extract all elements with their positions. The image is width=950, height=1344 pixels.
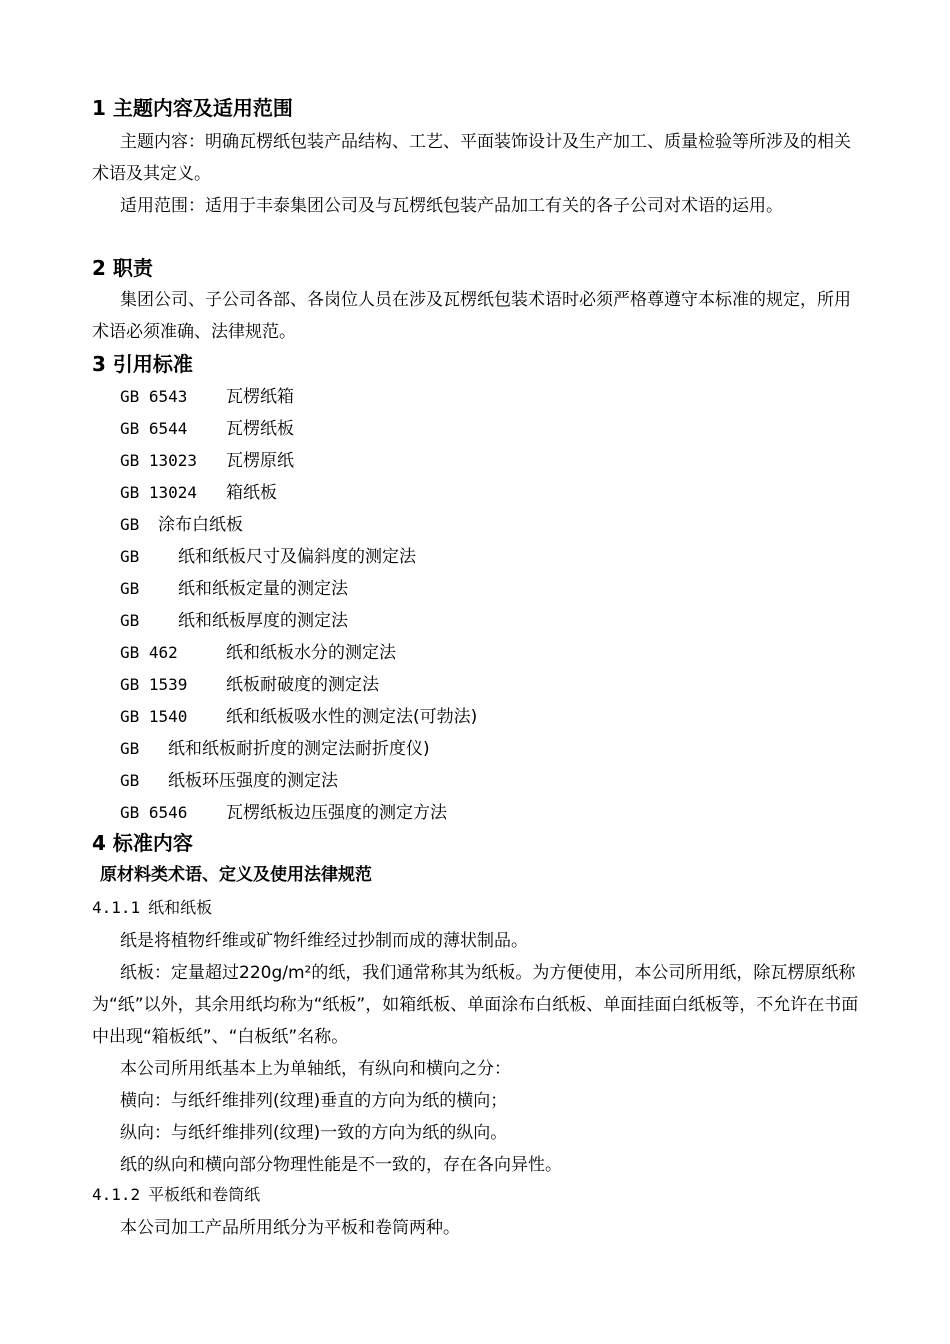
reference-title: 箱纸板 <box>226 483 277 503</box>
reference-code: GB 6546 <box>120 803 188 822</box>
reference-title: 瓦楞纸板 <box>226 419 294 439</box>
clause-title: 平板纸和卷筒纸 <box>148 1185 261 1204</box>
clause-4-1-2-heading <box>92 1183 260 1207</box>
reference-code: GB 1539 <box>120 675 188 694</box>
clause-4-1-1-paragraph-5: 纵向：与纸纤维排列(纹理)一致的方向为纸的纵向。 <box>120 1123 508 1143</box>
clause-number: 4.1.2 <box>92 1185 141 1204</box>
reference-code: GB <box>120 611 140 630</box>
reference-code: GB 6544 <box>120 419 188 438</box>
reference-title: 涂布白纸板 <box>158 515 243 535</box>
section-2-heading: 2 职责 <box>92 256 153 280</box>
section-1-paragraph-2: 适用范围：适用于丰泰集团公司及与瓦楞纸包装产品加工有关的各子公司对术语的运用。 <box>120 196 783 216</box>
clause-4-1-1-paragraph-6: 纸的纵向和横向部分物理性能是不一致的，存在各向异性。 <box>120 1155 562 1175</box>
section-4-heading: 4 标准内容 <box>92 831 193 855</box>
clause-4-1-1-paragraph-2: 纸板：定量超过220g/m²的纸，我们通常称其为纸板。为方便使用，本公司所用纸，除瓦楞原纸称为“纸”以外，其余用纸均称为“纸板”，如箱纸板、单面涂布白纸板、单面挂面白纸板等，不允许在书面中出现“箱板纸”、“白板纸”名称。 <box>92 963 859 1047</box>
clause-4-1-1-paragraph-4: 横向：与纸纤维排列(纹理)垂直的方向为纸的横向； <box>120 1091 508 1111</box>
reference-title: 纸板耐破度的测定法 <box>226 675 379 695</box>
reference-code: GB 462 <box>120 643 178 662</box>
clause-4-1-1-heading <box>92 896 212 920</box>
reference-code: GB 6543 <box>120 387 188 406</box>
section-4-1-heading: 原材料类术语、定义及使用法律规范 <box>100 865 372 885</box>
reference-code: GB <box>120 547 140 566</box>
reference-code: GB <box>120 739 140 758</box>
reference-code: GB <box>120 515 140 534</box>
section-2-paragraph-1: 集团公司、子公司各部、各岗位人员在涉及瓦楞纸包装术语时必须严格尊遵守本标准的规定，所用术语必须准确、法律规范。 <box>92 290 851 342</box>
reference-code: GB 13024 <box>120 483 198 502</box>
reference-code: GB 1540 <box>120 707 188 726</box>
section-1-paragraph-1: 主题内容：明确瓦楞纸包装产品结构、工艺、平面装饰设计及生产加工、质量检验等所涉及的相关术语及其定义。 <box>92 132 851 184</box>
reference-title: 纸板环压强度的测定法 <box>168 771 338 791</box>
reference-title: 瓦楞纸板边压强度的测定方法 <box>226 803 447 823</box>
reference-code: GB <box>120 579 140 598</box>
reference-title: 瓦楞纸箱 <box>226 387 294 407</box>
section-1-heading: 1 主题内容及适用范围 <box>92 96 293 120</box>
clause-4-1-1-paragraph-3: 本公司所用纸基本上为单轴纸，有纵向和横向之分： <box>120 1059 511 1079</box>
reference-title: 纸和纸板水分的测定法 <box>226 643 396 663</box>
reference-title: 纸和纸板尺寸及偏斜度的测定法 <box>178 547 416 567</box>
clause-title: 纸和纸板 <box>148 898 213 917</box>
reference-title: 瓦楞原纸 <box>226 451 294 471</box>
clause-4-1-1-paragraph-1: 纸是将植物纤维或矿物纤维经过抄制而成的薄状制品。 <box>120 931 528 951</box>
section-3-heading: 3 引用标准 <box>92 352 193 376</box>
clause-number: 4.1.1 <box>92 898 141 917</box>
reference-title: 纸和纸板厚度的测定法 <box>178 611 348 631</box>
reference-title: 纸和纸板吸水性的测定法(可勃法) <box>226 707 478 727</box>
reference-code: GB 13023 <box>120 451 198 470</box>
reference-title: 纸和纸板耐折度的测定法耐折度仪) <box>168 739 430 759</box>
reference-code: GB <box>120 771 140 790</box>
clause-4-1-2-paragraph-1: 本公司加工产品所用纸分为平板和卷筒两种。 <box>120 1218 460 1238</box>
reference-title: 纸和纸板定量的测定法 <box>178 579 348 599</box>
